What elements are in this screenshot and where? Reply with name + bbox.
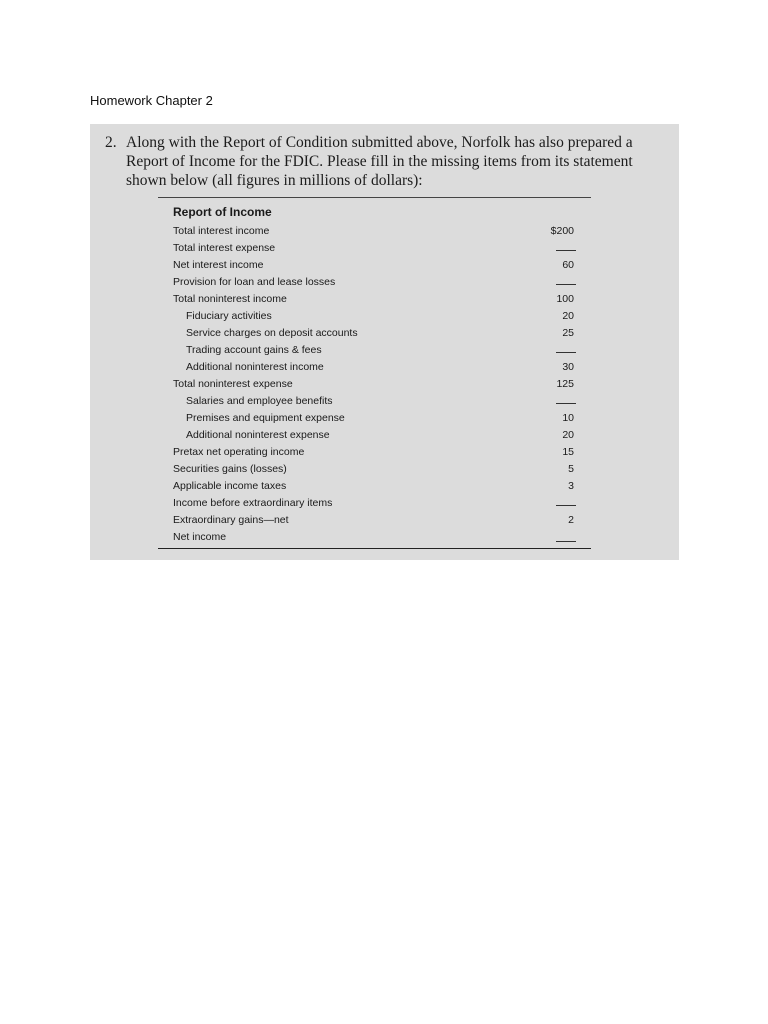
report-row xyxy=(158,427,591,444)
row-label: Service charges on deposit accounts xyxy=(186,327,358,339)
missing-value-blank xyxy=(556,403,576,404)
row-value: 20 xyxy=(562,310,574,322)
row-value: 3 xyxy=(568,480,574,492)
row-value: 30 xyxy=(562,361,574,373)
row-value: 25 xyxy=(562,327,574,339)
row-value: $200 xyxy=(550,225,574,237)
row-label: Securities gains (losses) xyxy=(173,463,287,475)
report-row xyxy=(158,240,591,257)
report-of-income-table xyxy=(158,197,591,549)
report-row xyxy=(158,495,591,512)
missing-value-blank xyxy=(556,541,576,542)
report-row xyxy=(158,512,591,529)
row-label: Premises and equipment expense xyxy=(186,412,345,424)
report-row xyxy=(158,274,591,291)
row-label: Net interest income xyxy=(173,259,264,271)
missing-value-blank xyxy=(556,505,576,506)
row-label: Total noninterest income xyxy=(173,293,287,305)
report-title: Report of Income xyxy=(173,205,272,219)
row-value: 20 xyxy=(562,429,574,441)
row-label: Salaries and employee benefits xyxy=(186,395,333,407)
row-value: 100 xyxy=(556,293,574,305)
row-value: 125 xyxy=(556,378,574,390)
report-row xyxy=(158,359,591,376)
problem-line: Along with the Report of Condition submitted above, Norfolk has also prepared a xyxy=(126,134,633,151)
report-row xyxy=(158,529,591,546)
row-label: Applicable income taxes xyxy=(173,480,287,492)
row-label: Extraordinary gains—net xyxy=(173,514,289,526)
missing-value-blank xyxy=(556,352,576,353)
report-row xyxy=(158,393,591,410)
problem-number: 2. xyxy=(105,134,117,151)
row-label: Additional noninterest expense xyxy=(186,429,330,441)
row-label: Additional noninterest income xyxy=(186,361,324,373)
report-row xyxy=(158,291,591,308)
problem-box xyxy=(90,124,679,560)
row-value: 10 xyxy=(562,412,574,424)
missing-value-blank xyxy=(556,284,576,285)
row-label: Pretax net operating income xyxy=(173,446,305,458)
report-row xyxy=(158,223,591,240)
report-row xyxy=(158,444,591,461)
row-value: 15 xyxy=(562,446,574,458)
problem-line: shown below (all figures in millions of dollars): xyxy=(126,172,423,189)
row-label: Fiduciary activities xyxy=(186,310,272,322)
row-value: 2 xyxy=(568,514,574,526)
report-row xyxy=(158,308,591,325)
report-row xyxy=(158,478,591,495)
report-row xyxy=(158,410,591,427)
row-label: Total interest expense xyxy=(173,242,276,254)
page-heading: Homework Chapter 2 xyxy=(90,93,213,108)
report-row xyxy=(158,257,591,274)
row-value: 5 xyxy=(568,463,574,475)
row-value: 60 xyxy=(562,259,574,271)
row-label: Total interest income xyxy=(173,225,270,237)
report-row xyxy=(158,376,591,393)
report-row xyxy=(158,461,591,478)
report-row xyxy=(158,325,591,342)
row-label: Income before extraordinary items xyxy=(173,497,333,509)
report-rows xyxy=(158,223,591,548)
row-label: Total noninterest expense xyxy=(173,378,293,390)
missing-value-blank xyxy=(556,250,576,251)
row-label: Trading account gains & fees xyxy=(186,344,322,356)
problem-line: Report of Income for the FDIC. Please fill in the missing items from its statement xyxy=(126,153,633,170)
row-label: Net income xyxy=(173,531,227,543)
row-label: Provision for loan and lease losses xyxy=(173,276,336,288)
report-row xyxy=(158,342,591,359)
